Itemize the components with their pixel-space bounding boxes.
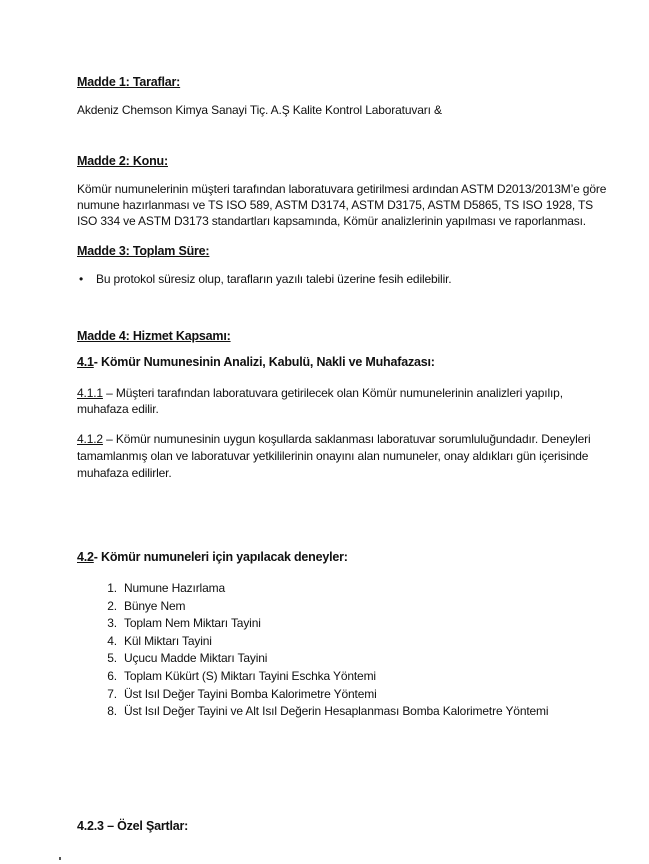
list-number: 8. (107, 704, 117, 719)
list-number: 2. (107, 598, 117, 613)
list-text: Kül Miktarı Tayini (124, 633, 212, 648)
tests-list (77, 580, 548, 721)
madde-1-parties-text: Akdeniz Chemson Kimya Sanayi Tiç. A.Ş Kalite Kontrol Laboratuvarı & (77, 103, 442, 117)
list-number: 6. (107, 668, 117, 683)
clause-4-1-2-text: – Kömür numunesinin uygun koşullarda saklanması laboratuvar sorumluluğundadır. Deneyleri (102, 432, 591, 446)
madde-2-heading: Madde 2: Konu: (77, 154, 168, 168)
list-text: Toplam Kükürt (S) Miktarı Tayini Eschka Yöntemi (124, 668, 376, 683)
section-4-2-3-heading: 4.2.3 – Özel Şartlar: (77, 819, 189, 833)
list-number: 5. (107, 651, 117, 666)
list-number: 1. (107, 581, 117, 595)
clause-4-1-2-line-2: tamamlanmış olan ve laboratuvar yetkililerinin onayını alan numuneler, onay aldıkları gün içerisinde (77, 449, 589, 463)
list-text: Toplam Nem Miktarı Tayini (124, 616, 261, 631)
clause-4-1-1-text: – Müşteri tarafından laboratuvara getirilecek olan Kömür numunelerinin analizleri yapılıp, (102, 386, 563, 400)
clause-4-1-2-number: 4.1.2 (77, 432, 103, 446)
clause-4-1-2-line-3: muhafaza edilirler. (77, 466, 172, 480)
test-item (77, 598, 548, 616)
madde-2-line-3: ISO 334 ve ASTM D3173 standartları kapsamında, Kömür analizlerinin yapılması ve raporlanması. (77, 214, 586, 228)
list-number: 3. (107, 616, 117, 631)
test-item (77, 668, 548, 686)
test-item (77, 615, 548, 633)
test-item (77, 633, 548, 651)
test-item (77, 650, 548, 668)
clause-4-1-1-line-2: muhafaza edilir. (77, 402, 159, 416)
list-text: Numune Hazırlama (124, 581, 225, 595)
section-4-1-title: - Kömür Numunesinin Analizi, Kabulü, Nakli ve Muhafazası: (93, 355, 435, 369)
madde-4-heading: Madde 4: Hizmet Kapsamı: (77, 329, 231, 343)
list-text: Uçucu Madde Miktarı Tayini (124, 651, 268, 666)
section-4-1-number: 4.1 (77, 355, 94, 369)
scan-mark (59, 857, 61, 860)
bullet-icon: • (79, 272, 84, 286)
list-text: Üst Isıl Değer Tayini Bomba Kalorimetre Yöntemi (124, 686, 377, 701)
test-item (77, 580, 548, 598)
test-item (77, 686, 548, 704)
madde-2-line-2: numune hazırlanması ve TS ISO 589, ASTM D3174, ASTM D3175, ASTM D5865, TS ISO 1928, TS (77, 198, 594, 212)
section-4-2-number: 4.2 (77, 550, 94, 564)
madde-3-heading: Madde 3: Toplam Süre: (77, 244, 210, 258)
list-number: 7. (107, 686, 117, 701)
madde-1-heading: Madde 1: Taraflar: (77, 75, 181, 89)
section-4-2-heading (77, 550, 348, 564)
list-text: Üst Isıl Değer Tayini ve Alt Isıl Değerin Hesaplanması Bomba Kalorimetre Yöntemi (124, 704, 549, 719)
list-text: Bünye Nem (124, 598, 186, 613)
test-item (77, 703, 548, 721)
section-4-1-heading (77, 355, 435, 369)
clause-4-1-1-line-1 (77, 385, 563, 401)
section-4-2-title: - Kömür numuneleri için yapılacak deneyler: (93, 550, 348, 564)
madde-2-line-1: Kömür numunelerinin müşteri tarafından laboratuvara getirilmesi ardından ASTM D2013/2013M’e göre (77, 182, 607, 196)
clause-4-1-2-line-1 (77, 431, 591, 447)
clause-4-1-1-number: 4.1.1 (77, 386, 103, 400)
madde-3-item-text: Bu protokol süresiz olup, tarafların yazılı talebi üzerine fesih edilebilir. (96, 272, 452, 286)
list-number: 4. (107, 633, 117, 648)
